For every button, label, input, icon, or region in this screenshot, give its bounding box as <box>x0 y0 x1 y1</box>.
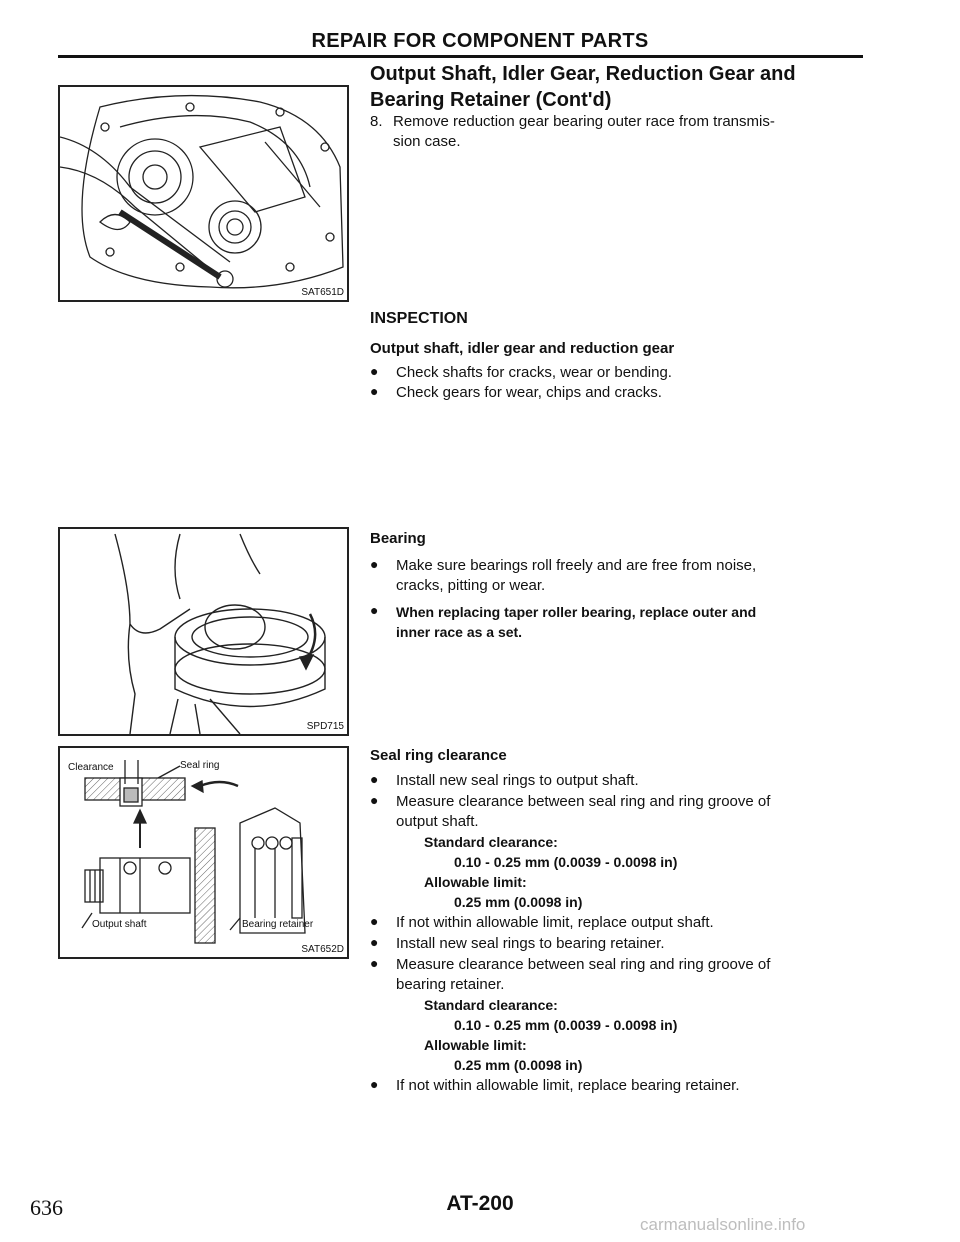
list-item-line: bearing retainer. <box>396 976 505 993</box>
section-title-line1: Output Shaft, Idler Gear, Reduction Gear and <box>370 63 796 85</box>
list-item-line: Make sure bearings roll freely and are free from noise, <box>396 557 757 574</box>
step-8-line2: sion case. <box>393 133 461 150</box>
list-item: Install new seal rings to bearing retainer. <box>396 935 665 952</box>
list-item <box>396 556 856 596</box>
step-number: 8. <box>370 113 383 130</box>
label-seal-ring: Seal ring <box>180 760 220 771</box>
spec-standard-value: 0.10 - 0.25 mm (0.0039 - 0.0098 in) <box>454 854 678 870</box>
figure-code: SAT652D <box>301 944 344 955</box>
step-8-line1: Remove reduction gear bearing outer race from transmis- <box>393 113 775 130</box>
seal-ring-list <box>370 771 870 1106</box>
list-item <box>396 792 856 832</box>
list-item: Check gears for wear, chips and cracks. <box>396 384 662 401</box>
list-item-line: When replacing taper roller bearing, replace outer and <box>396 604 757 620</box>
bullet: ● <box>370 955 379 971</box>
bullet: ● <box>370 383 379 399</box>
bearing-list <box>370 556 870 646</box>
list-item-line: Measure clearance between seal ring and ring groove of <box>396 956 771 973</box>
list-item-line: output shaft. <box>396 813 479 830</box>
list-item <box>396 602 856 642</box>
bullet: ● <box>370 913 379 929</box>
figure-bearing-race-removal <box>58 85 349 302</box>
label-output-shaft: Output shaft <box>92 919 147 930</box>
figure-code: SAT651D <box>301 287 344 298</box>
list-item <box>396 955 856 995</box>
section-title <box>370 61 870 113</box>
footer-code: AT-200 <box>446 1192 514 1215</box>
inspection-list <box>370 363 870 407</box>
list-item-line: Measure clearance between seal ring and ring groove of <box>396 793 771 810</box>
spec-allowable-value: 0.25 mm (0.0098 in) <box>454 894 583 910</box>
bullet: ● <box>370 1076 379 1092</box>
label-bearing-retainer: Bearing retainer <box>242 919 314 930</box>
transmission-case-illustration <box>60 87 347 300</box>
list-item: If not within allowable limit, replace output shaft. <box>396 914 714 931</box>
header-rule <box>58 55 863 58</box>
bearing-heading: Bearing <box>370 530 426 547</box>
watermark: carmanualsonline.info <box>640 1215 806 1234</box>
spec-allowable-label: Allowable limit: <box>424 874 527 890</box>
seal-ring-heading: Seal ring clearance <box>370 747 507 764</box>
list-item: Check shafts for cracks, wear or bending. <box>396 364 672 381</box>
step-8 <box>370 112 870 152</box>
spec-allowable-value: 0.25 mm (0.0098 in) <box>454 1057 583 1073</box>
figure-bearing-check <box>58 527 349 736</box>
spec-standard-value: 0.10 - 0.25 mm (0.0039 - 0.0098 in) <box>454 1017 678 1033</box>
inspection-subheading: Output shaft, idler gear and reduction gear <box>370 340 675 357</box>
bullet: ● <box>370 792 379 808</box>
page-header: REPAIR FOR COMPONENT PARTS <box>311 30 649 52</box>
label-clearance: Clearance <box>68 762 114 773</box>
inspection-heading: INSPECTION <box>370 310 468 327</box>
list-item-line: cracks, pitting or wear. <box>396 577 546 594</box>
list-item-line: inner race as a set. <box>396 624 523 640</box>
spec-standard-label: Standard clearance: <box>424 997 558 1013</box>
page-number: 636 <box>30 1195 63 1220</box>
list-item: If not within allowable limit, replace bearing retainer. <box>396 1077 740 1094</box>
section-title-line2: Bearing Retainer (Cont'd) <box>370 89 612 111</box>
spec-standard-label: Standard clearance: <box>424 834 558 850</box>
bullet: ● <box>370 602 379 618</box>
bullet: ● <box>370 556 379 572</box>
bullet: ● <box>370 771 379 787</box>
figure-code: SPD715 <box>306 721 344 732</box>
bullet: ● <box>370 934 379 950</box>
spec-allowable-label: Allowable limit: <box>424 1037 527 1053</box>
list-item: Install new seal rings to output shaft. <box>396 772 639 789</box>
figure-seal-ring-clearance <box>58 746 349 959</box>
bearing-roll-illustration <box>60 529 347 734</box>
bullet: ● <box>370 363 379 379</box>
